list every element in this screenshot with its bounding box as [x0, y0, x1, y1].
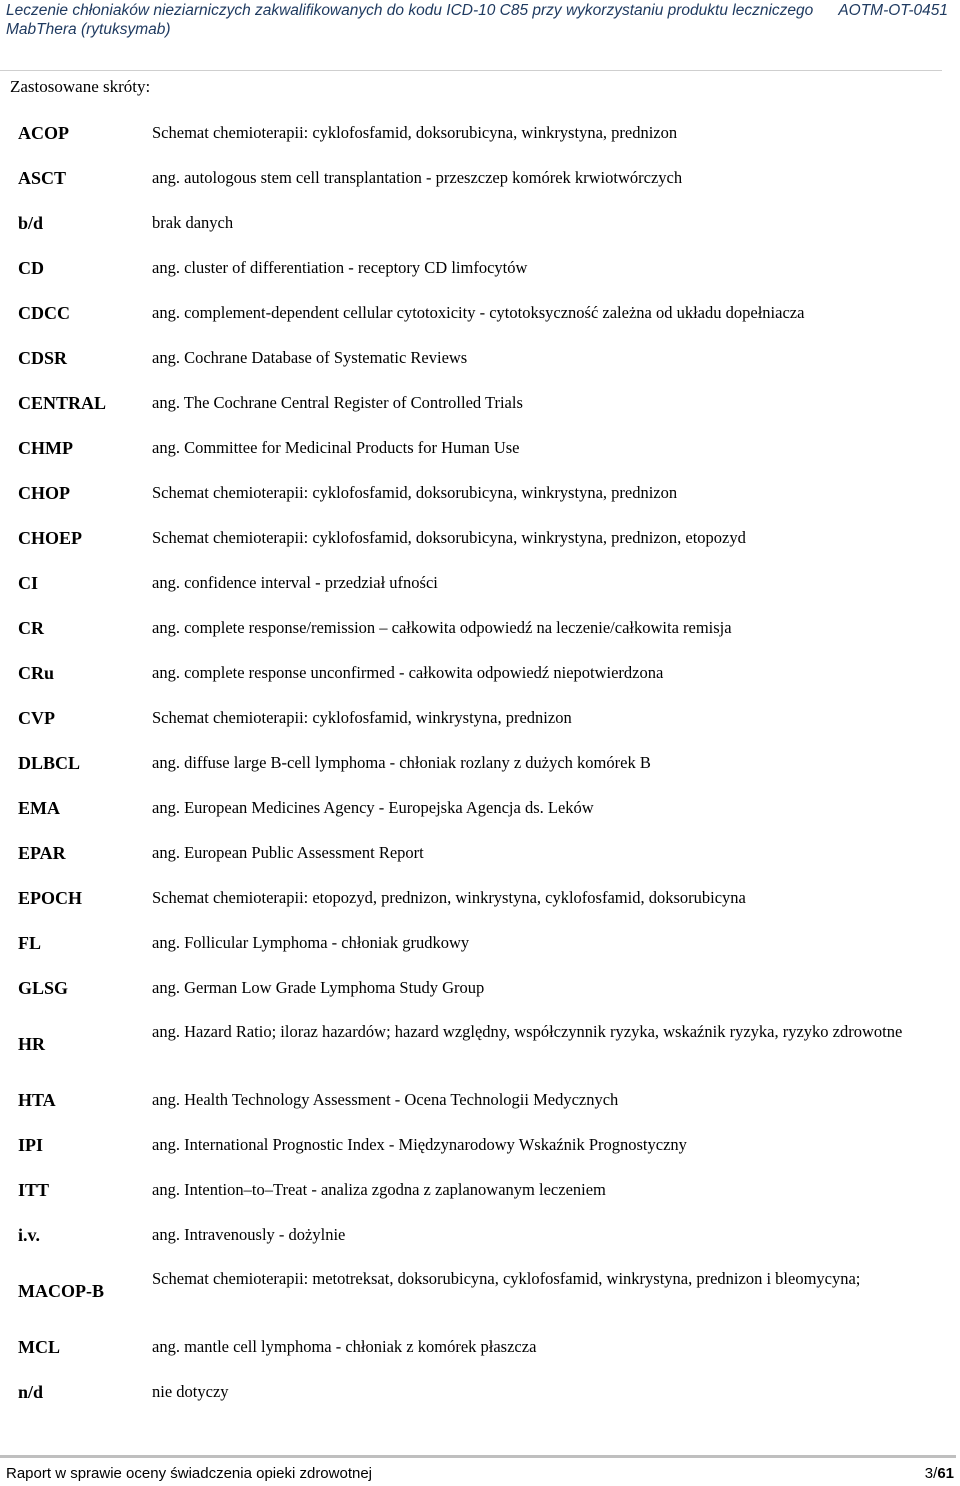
- footer-report-title: Raport w sprawie oceny świadczenia opieki zdrowotnej: [6, 1465, 373, 1482]
- abbreviation-definition: ang. Follicular Lymphoma - chłoniak grudkowy: [152, 933, 470, 952]
- abbreviation-term: n/d: [18, 1382, 44, 1402]
- abbreviation-term: CDCC: [18, 303, 70, 323]
- abbreviation-definition: ang. complement-dependent cellular cytotoxicity - cytotoksyczność zależna od układu dopełniacza: [152, 303, 805, 322]
- abbreviation-definition: ang. complete response unconfirmed - całkowita odpowiedź niepotwierdzona: [152, 663, 664, 682]
- page-separator: /: [933, 1465, 938, 1482]
- abbreviation-definition: ang. confidence interval - przedział ufności: [152, 573, 438, 592]
- abbreviation-term: FL: [18, 933, 42, 953]
- abbreviation-definition: ang. Committee for Medicinal Products for Human Use: [152, 438, 520, 457]
- abbreviation-definition: ang. Health Technology Assessment - Ocena Technologii Medycznych: [152, 1090, 619, 1109]
- abbreviation-term: ITT: [18, 1180, 50, 1200]
- abbreviation-term: CHOEP: [18, 528, 83, 548]
- section-title: Zastosowane skróty:: [10, 77, 151, 96]
- abbreviation-term: HTA: [18, 1090, 56, 1110]
- page-current: 3: [924, 1465, 934, 1482]
- abbreviation-term: MACOP-B: [18, 1281, 104, 1301]
- abbreviation-term: MCL: [18, 1337, 60, 1357]
- abbreviation-definition: Schemat chemioterapii: etopozyd, prednizon, winkrystyna, cyklofosfamid, doksorubicyna: [152, 888, 746, 907]
- abbreviation-definition: nie dotyczy: [152, 1382, 229, 1401]
- abbreviation-definition: Schemat chemioterapii: cyklofosfamid, doksorubicyna, winkrystyna, prednizon: [152, 123, 678, 142]
- abbreviation-term: i.v.: [18, 1225, 41, 1245]
- abbreviation-term: b/d: [18, 213, 44, 233]
- abbreviation-definition: ang. mantle cell lymphoma - chłoniak z komórek płaszcza: [152, 1337, 537, 1356]
- abbreviation-definition: ang. cluster of differentiation - receptory CD limfocytów: [152, 258, 528, 277]
- abbreviation-term: CDSR: [18, 348, 68, 368]
- abbreviation-definition: ang. autologous stem cell transplantation - przeszczep komórek krwiotwórczych: [152, 168, 683, 187]
- abbreviation-term: CHOP: [18, 483, 70, 503]
- abbreviation-definition: ang. diffuse large B-cell lymphoma - chłoniak rozlany z dużych komórek B: [152, 753, 651, 772]
- abbreviation-term: HR: [18, 1034, 45, 1054]
- header-title: Leczenie chłoniaków nieziarniczych zakwalifikowanych do kodu ICD-10 C85 przy wykorzystaniu produktu leczniczego MabThera (rytuksymab): [6, 2, 814, 38]
- abbreviation-term: CD: [18, 258, 44, 278]
- page-total: 61: [937, 1465, 954, 1482]
- abbreviation-definition: ang. European Medicines Agency - Europejska Agencja ds. Leków: [152, 798, 594, 817]
- abbreviation-term: ACOP: [18, 123, 69, 143]
- abbreviation-term: EPOCH: [18, 888, 83, 908]
- abbreviation-definition: Schemat chemioterapii: cyklofosfamid, doksorubicyna, winkrystyna, prednizon, etopozyd: [152, 528, 746, 547]
- abbreviation-term: CR: [18, 618, 44, 638]
- abbreviation-definition: Schemat chemioterapii: cyklofosfamid, winkrystyna, prednizon: [152, 708, 572, 727]
- abbreviation-definition: brak danych: [152, 213, 234, 232]
- abbreviation-definition: ang. Intention–to–Treat - analiza zgodna z zaplanowanym leczeniem: [152, 1180, 606, 1199]
- abbreviation-definition: ang. Hazard Ratio; iloraz hazardów; hazard względny, współczynnik ryzyka, wskaźnik ryzyka, ryzyko zdrowotne: [152, 1022, 903, 1041]
- abbreviation-definition: ang. Cochrane Database of Systematic Reviews: [152, 348, 468, 367]
- header-document-code: AOTM-OT-0451: [838, 2, 948, 19]
- abbreviation-term: CHMP: [18, 438, 73, 458]
- abbreviation-definition: ang. German Low Grade Lymphoma Study Group: [152, 978, 485, 997]
- abbreviation-term: GLSG: [18, 978, 69, 998]
- abbreviation-term: ASCT: [18, 168, 67, 188]
- abbreviation-definition: ang. complete response/remission – całkowita odpowiedź na leczenie/całkowita remisja: [152, 618, 732, 637]
- abbreviation-term: CI: [18, 573, 39, 593]
- abbreviation-term: CVP: [18, 708, 55, 728]
- abbreviation-term: EPAR: [18, 843, 66, 863]
- footer-divider: [0, 1455, 956, 1458]
- abbreviation-term: CRu: [18, 663, 55, 683]
- abbreviation-term: CENTRAL: [18, 393, 107, 413]
- abbreviation-term: IPI: [18, 1135, 44, 1155]
- abbreviation-term: EMA: [18, 798, 60, 818]
- abbreviation-definition: ang. European Public Assessment Report: [152, 843, 424, 862]
- abbreviation-term: DLBCL: [18, 753, 81, 773]
- abbreviation-definition: Schemat chemioterapii: cyklofosfamid, doksorubicyna, winkrystyna, prednizon: [152, 483, 678, 502]
- page-number: [925, 1464, 954, 1484]
- abbreviation-definition: Schemat chemioterapii: metotreksat, doksorubicyna, cyklofosfamid, winkrystyna, prednizon i bleomycyna;: [152, 1269, 861, 1288]
- abbreviation-definition: ang. The Cochrane Central Register of Controlled Trials: [152, 393, 523, 412]
- page-header: [6, 0, 948, 40]
- abbreviation-definition: ang. Intravenously - dożylnie: [152, 1225, 346, 1244]
- header-divider: [0, 70, 942, 71]
- abbreviation-definition: ang. International Prognostic Index - Międzynarodowy Wskaźnik Prognostyczny: [152, 1135, 687, 1154]
